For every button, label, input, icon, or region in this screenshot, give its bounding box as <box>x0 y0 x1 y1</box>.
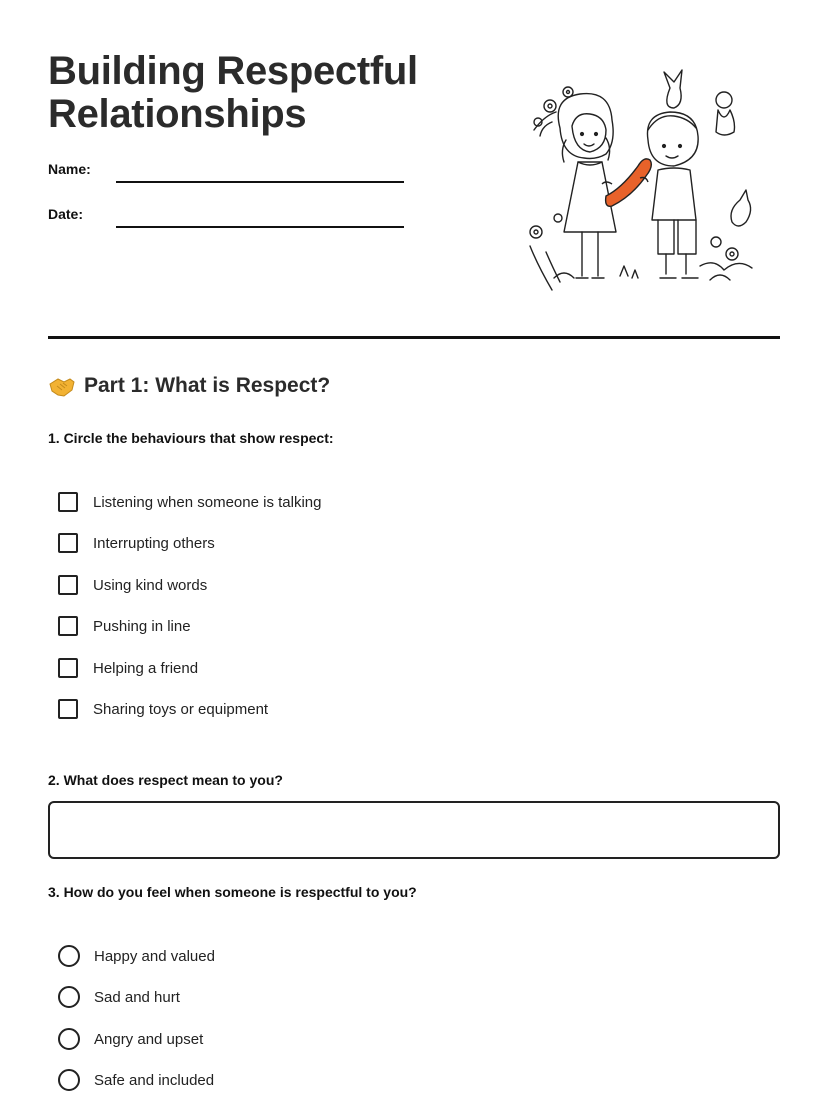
option-label: Using kind words <box>93 576 208 594</box>
q1-option[interactable] <box>58 533 215 553</box>
checkbox[interactable] <box>58 533 78 553</box>
respect-answer-box[interactable] <box>48 801 780 859</box>
radio-button[interactable] <box>58 986 80 1008</box>
children-sharing-illustration <box>520 66 760 302</box>
q3-option[interactable] <box>58 986 180 1008</box>
q3-option[interactable] <box>58 945 215 967</box>
option-label: Pushing in line <box>93 617 191 635</box>
part1-heading <box>48 374 330 398</box>
q1-option[interactable] <box>58 616 191 636</box>
q3-option[interactable] <box>58 1028 203 1050</box>
question-3: 3. How do you feel when someone is respectful to you? <box>48 884 417 900</box>
option-label: Angry and upset <box>94 1030 204 1048</box>
radio-button[interactable] <box>58 1028 80 1050</box>
radio-button[interactable] <box>58 945 80 967</box>
question-2: 2. What does respect mean to you? <box>48 772 283 788</box>
name-label: Name: <box>48 161 91 177</box>
question-1: 1. Circle the behaviours that show respect: <box>48 430 334 446</box>
part1-title: Part 1: What is Respect? <box>84 374 331 397</box>
option-label: Helping a friend <box>93 659 199 677</box>
option-label: Happy and valued <box>94 947 215 965</box>
checkbox[interactable] <box>58 616 78 636</box>
option-label: Safe and included <box>94 1071 215 1089</box>
option-label: Sad and hurt <box>94 988 180 1006</box>
q1-option[interactable] <box>58 575 207 595</box>
radio-button[interactable] <box>58 1069 80 1091</box>
checkbox[interactable] <box>58 575 78 595</box>
checkbox[interactable] <box>58 492 78 512</box>
option-label: Sharing toys or equipment <box>93 700 269 718</box>
q3-option[interactable] <box>58 1069 214 1091</box>
name-field[interactable] <box>116 181 404 183</box>
handshake-icon <box>48 374 76 398</box>
q1-option[interactable] <box>58 658 198 678</box>
option-label: Listening when someone is talking <box>93 493 322 511</box>
q1-option[interactable] <box>58 492 321 512</box>
checkbox[interactable] <box>58 699 78 719</box>
checkbox[interactable] <box>58 658 78 678</box>
q1-option[interactable] <box>58 699 268 719</box>
date-field[interactable] <box>116 226 404 228</box>
section-divider <box>48 336 780 339</box>
date-label: Date: <box>48 206 84 222</box>
worksheet-title: Building Respectful Relationships <box>48 49 418 136</box>
option-label: Interrupting others <box>93 534 215 552</box>
